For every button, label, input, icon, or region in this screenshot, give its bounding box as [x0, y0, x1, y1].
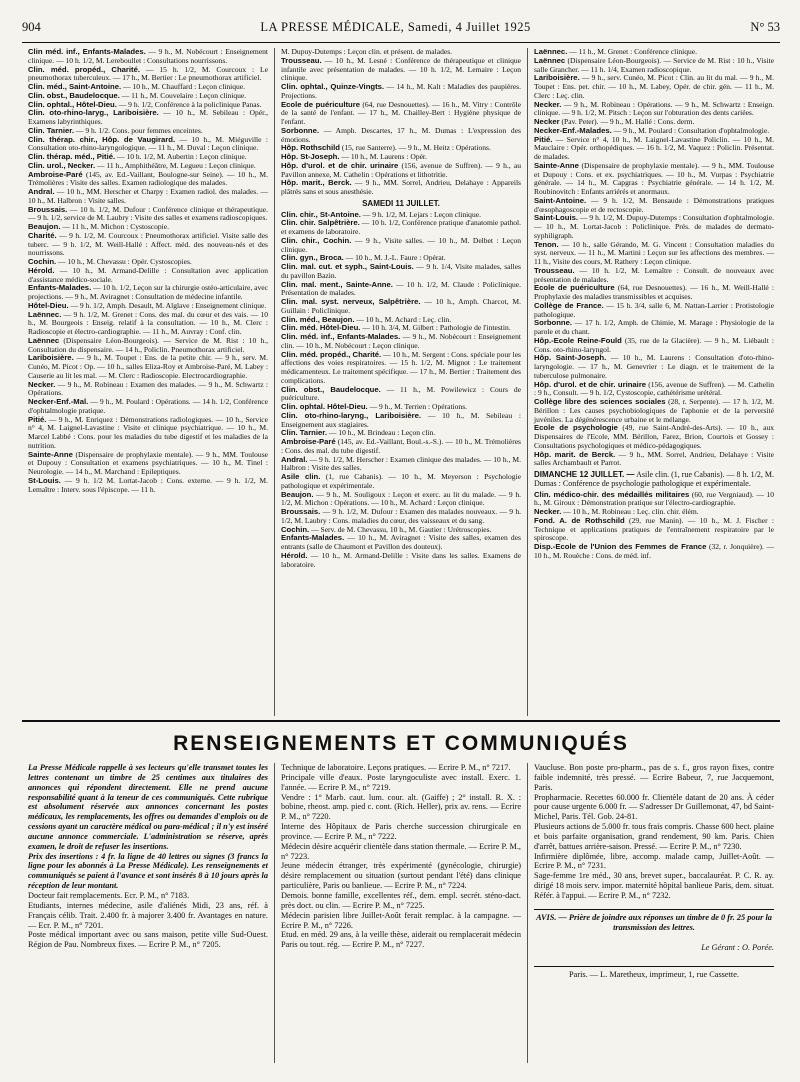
entry-text: (49, rue Saint-André-des-Arts). — 10 h., aux Dispensaires de l'Ecole, MM. Bérillon, Farez, Brion, Courtois et Gossey : Consultations psychologiques et médico-pédagogiques. — [534, 423, 774, 450]
schedule-entry — [28, 354, 268, 380]
classified-ad: Poste médical important avec ou sans maison, petite ville Sud-Ouest. Région de Pau. Nombreux fixes. — Ecrire P. M., n° 7205. — [28, 930, 268, 950]
classified-ad: Sage-femme 1re méd., 30 ans, brevet super., baccalauréat. P. C. R. ay. dirigé 18 mois serv. impor. maternité hôpital banlieue Paris, dem. situat. Référ. à l'appui. — Ecrire P. M., n° 7232. — [534, 871, 774, 900]
entry-text: — 10 h. 1/2, M. Lemaître : Consult. de nouveaux avec présentation de malades. — [534, 265, 774, 284]
entry-text: (64, rue Desnouettes). — 16 h., M. Vitry : Contrôle de la santé de l'enfant. — 17 h., M. Chailley-Bert : Hygiène physique de l'enfant. — [281, 99, 521, 126]
schedule-entry — [28, 284, 268, 302]
schedule-column-2 — [274, 48, 527, 716]
entry-place: Hérold. — [28, 265, 55, 275]
date-text: SAMEDI 11 JUILLET. — [362, 198, 440, 208]
entry-text: — 9 h., M. Robineau : Opérations. — 9 h., M. Schwartz : Enseign. clinique. — 9 h. 1/2, M. Pitsch : Leçon sur l'obturation des dents cariées. — [534, 99, 774, 118]
entry-place: Sainte-Anne — [28, 449, 73, 459]
schedule-date-heading — [281, 200, 521, 209]
entry-text: — 10 h., M. Miéguville : Consultation oto-rhino-laryngologique. — 11 h., M. Duval : Leçon clinique. — [28, 134, 268, 153]
gerant-signature: Le Gérant : O. Porée. — [701, 942, 774, 952]
entry-place: Pitié. — [28, 414, 47, 424]
classified-ad: Docteur fait remplacements. Ecr. P. M., n° 7183. — [28, 890, 190, 900]
classified-ad: Propharmacie. Recettes 60.000 fr. Clientèle datant de 20 ans. À céder pour cause urgente 6.000 fr. — S'adresser Dr Guillemonat, 47, bd Saint-Michel, Paris. Tél. Gob. 24-81. — [534, 792, 774, 822]
entry-text: (64, rue Desnouettes). — 16 h., M. Weill-Hallé : Prophylaxie des maladies transmissibles et acquises. — [534, 283, 774, 301]
schedule-entry — [28, 48, 268, 66]
schedule-entry — [281, 508, 521, 526]
notice-avis: AVIS. — Prière de joindre aux réponses un timbre de 0 fr. 25 pour la transmission des lettres. — [534, 909, 774, 933]
schedule-entry — [534, 491, 774, 509]
schedule-entry — [281, 473, 521, 491]
entry-place: Clin. obst., Baudelocque. — [28, 90, 120, 100]
schedule-entry — [534, 197, 774, 215]
entry-text: (Pav. Peter). — 9 h., M. Hallé : Cons. derm. — [559, 117, 695, 126]
entry-text: — 10 h., M. Armand-Delille : Visite dans les salles. Examens de laboratoire. — [281, 550, 521, 569]
entry-place: Necker — [534, 117, 560, 126]
entry-text: — 10 h., M. Laurens : Opér. — [339, 152, 427, 161]
schedule-entry — [534, 101, 774, 119]
entry-text: — 9 h., M. Souligoux : Leçon et exerc. au lit du malade. — 9 h. 1/2, M. Michon : Opérations. — 10 h., M. Achard : Leçon clinique. — [281, 489, 521, 508]
issue-number: N° 53 — [750, 20, 780, 34]
schedule-entry — [28, 416, 268, 451]
classified-ad: Technique de laboratoire. Leçons pratiques. — Ecrire P. M., n° 7217. — [281, 763, 511, 772]
entry-place: Clin. Tarnier. — [28, 125, 74, 135]
entry-text: — 10 h., M. Chevassu : Opér. Cystoscopies. — [56, 257, 192, 266]
entry-place: Hérold. — [281, 550, 308, 560]
entry-place: Lariboisière. — [534, 73, 580, 83]
entry-place: Clin. ophtal., Quinze-Vingts. — [281, 82, 385, 91]
entry-place: Enfants-Malades. — [281, 533, 345, 543]
entry-place: Clin. thérap. chir., Hôp. de Vaugirard. — [28, 134, 176, 144]
entry-text: — 10 h. 1/2, M. Dufour : Conférence clinique et thérapeutique. — 9 h. 1/2, service de M. Laubry : Visite des salles et examens radioscopiques. — [28, 204, 268, 223]
schedule-entry — [534, 381, 774, 399]
entry-text: — 10 h., M. Lesné : Conférence de thérapeutique et clinique infantile avec présentation de malades. — 10 h. 1/2, M. Lemaire : Leçon clinique. — [281, 55, 521, 83]
entry-place: Hôp. d'urol. et de chir. urinaire — [534, 379, 647, 389]
entry-place: Clin. chir. Salpêtrière. — [281, 218, 360, 228]
schedule-entry — [281, 491, 521, 509]
entry-text: — 9 h., serv. Cunéo, M. Picot : Clin. au lit du mal. — 9 h., M. Toupet : Ens. pet. chir. — 10 h., M. Labey, Opér. de chir. gén. — 11 h., M. Clerc : Leç. clin. — [534, 73, 774, 100]
schedule-entry — [534, 398, 774, 424]
entry-text: M. Dupuy-Dutemps : Leçon clin. et présent. de malades. — [281, 48, 453, 56]
entry-place: Ecole de puériculture — [534, 283, 615, 293]
entry-text: — 10 h., M. Robineau : Leç. clin. chir. élém. — [561, 507, 699, 516]
entry-place: Clin. méd., Saint-Antoine. — [28, 82, 122, 91]
entry-text: — 10 h., M. Aviragnet : Visite des salles, examen des entrants (salle de Chaumont et Pavillon des douteux). — [281, 533, 521, 551]
entry-place: Clin. mal. cut. et syph., Saint-Louis. — [281, 262, 414, 271]
schedule-entry — [534, 517, 774, 543]
entry-place: Sorbonne. — [281, 125, 320, 135]
entry-place: Clin. méd., Beaujon. — [281, 314, 355, 324]
schedule-entry — [534, 337, 774, 355]
entry-place: Beaujon. — [28, 222, 61, 231]
entry-text: — 10 h., M. J.-L. Faure : Opérat. — [343, 253, 446, 263]
entry-text: — 9 h. 1/2 M. Lortat-Jacob : Cons. externe. — 9 h. 1/2, M. Lemaître : Interv. sous l'épiscope. — 11 h. — [28, 475, 268, 494]
entry-place: Hôp. marit. de Berck. — [534, 449, 616, 459]
schedule-entry — [534, 162, 774, 197]
entry-text: — 10 h., Amph. Charcot, M. Guillain : Policlinique. — [281, 297, 521, 315]
schedule-entry — [28, 398, 268, 416]
entry-place: Hôp. St-Joseph. — [281, 152, 340, 161]
entry-text: — 9 h. 1/2, Conférence à la policlinique Panas. — [116, 99, 262, 109]
schedule-entry — [534, 319, 774, 337]
entry-text: — 9 h., M. Enriquez : Démonstrations radiologiques. — 10 h., Service n° 4, M. Laignel-Lavastine : Visite et clinique psychiatrique. — 10 h., M. Marcel Labbé : Cons. pour les maladies du tube digestif et les maladies de la nutrition. — [28, 414, 268, 450]
entry-text: — 10 h. 1/2, Leçon sur la chirurgie ostéo-articulaire, avec projections. — 9 h., M. Aviragnet : Consultation de médecine infantile. — [28, 283, 268, 301]
entry-text: — 9 h. 1/2, M. Dupuy-Dutemps : Consultation d'ophtalmologie. — 10 h., M. Lortat-Jacob : Policlinique. Prés. de malades de dermato-syphiligraph. — [534, 213, 774, 240]
entry-place: Clin. urol., Necker. — [28, 160, 96, 170]
schedule-entry — [534, 57, 774, 75]
entry-place: Disp.-Ecole de l'Union des Femmes de France — [534, 542, 707, 551]
entry-text: — 10 h., M. Brindeau : Leçon clin. — [327, 428, 436, 438]
entry-text: — 9 h., M. Poulard : Opérations. — 14 h. 1/2, Conférence d'ophtalmologie pratique. — [28, 397, 268, 415]
classified-ads — [22, 763, 780, 1063]
entry-text: — 10 h., M. Armand-Delille : Consultation avec application d'assistance médico-sociale. — [28, 265, 268, 284]
schedule-columns — [22, 48, 780, 716]
section-divider — [22, 720, 780, 722]
entry-text: — 9 h. 1/2, M. Grenet : Cons. des mal. du cœur et des vais. — 10 h., M. Bourgeois : Enseig. relatif à la consultation. — 10 h., M. Clerc : Radioscopie et électro-cardiographie. — 11 h., M. Auvray : Conf. clin. — [28, 309, 268, 336]
entry-place: Cochin. — [28, 257, 57, 266]
classified-ad: Plusieurs actions de 5.000 fr. tous frais compris. Chasse 600 hect. plaine et bois parfaite organisation, grand rendement, 90 km. Paris. Chien d'arrêt, battues arrière-saison. Pressé. — Ecrire P. M., n° 7230. — [534, 822, 774, 851]
entry-text: — 9 h. 1/2, M. Lejars : Leçon clinique. — [360, 209, 481, 219]
entry-place: Clin. méd. Hôtel-Dieu. — [281, 323, 361, 333]
entry-text: — 9 h. 1/2, M. Bensaude : Démonstrations pratiques d'œsophagoscopie et de rectoscopie. — [534, 195, 774, 214]
classified-ad: Etudiants, internes médecine, asile d'aliénés Midi, 23 ans, réf. à Français célib. Trait. 2.400 fr. à majorer 3.400 fr. Avantages en nature. — Ecr. P. M., n° 7201. — [28, 900, 268, 930]
entry-place: Andral. — [28, 187, 55, 196]
schedule-entry — [281, 333, 521, 351]
entry-text: — 9 h., M. Nobécourt : Enseignement clinique. — 10 h. 1/2, M. Lereboullet : Consultations nourrissons. — [28, 48, 269, 65]
entry-text: — 10 h., M. Chauffard : Leçon clinique. — [121, 82, 246, 91]
entry-place: Clin. chir., St-Antoine. — [281, 209, 361, 219]
schedule-entry — [28, 381, 268, 399]
entry-text: — 9 h. 1/2, M. Courcoux : Pneumothorax artificiel. Visite salle des tuberc. — 9 h. 1/2, M. Weill-Hallé : Affect. méd. des nouveau-nés et des nourrissons. — [28, 230, 268, 258]
entry-text: (145, av. Ed.-Vaillant, Boulogne-sur Seine). — 10 h., M. Trémolières : Visite des salles. Examen radiologique des malades. — [28, 169, 268, 188]
schedule-entry — [534, 424, 774, 450]
entry-text: — 9 h., M. Robineau : Examen des malades. — 9 h., M. Schwartz : Opérations. — [28, 379, 268, 398]
ads-intro-paragraph: Prix des insertions : 4 fr. la ligne de 40 lettres ou signes (3 francs la ligne pour les abonnés à La Presse Médicale). Les renseignements et communiqués se paient à l'avance et sont insérés 8 à 10 jours après la réception de leur montant. — [28, 851, 268, 891]
entry-text: — 10 h. 3/4, M. Gilbert : Pathologie de l'intestin. — [360, 323, 511, 333]
entry-place: Enfants-Malades. — [28, 283, 92, 293]
entry-text: — 15 h. 3/4, salle 6, M. Nattan-Larrier : Protistologie pathologique. — [534, 300, 774, 319]
schedule-entry — [28, 337, 268, 355]
entry-place: Hôp.-Ecole Reine-Fould — [534, 335, 622, 345]
schedule-entry — [281, 101, 521, 127]
entry-text: Asile clin. (1, rue Cabanis). — 8 h. 1/2, M. Dumas : Conférence de psychologie pathologique et expérimentale. — [534, 470, 774, 488]
entry-text: — 10 h. 1/2, M. Claude : Policlinique. Présentation de malades. — [281, 279, 521, 298]
schedule-entry — [534, 267, 774, 285]
entry-place: St-Louis. — [28, 475, 61, 485]
entry-place: Clin. médico-chir. des médaillés militaires — [534, 489, 690, 499]
entry-place: Clin. ophtal., Hôtel-Dieu. — [28, 99, 117, 109]
schedule-entry — [28, 232, 268, 258]
entry-text: — 9 h., M. Nobécourt : Enseignement clin. — 10 h., M. Nobécourt : Leçon clinique. — [281, 332, 521, 350]
schedule-entry — [281, 127, 521, 145]
classified-ad: Demois. bonne famille, excellentes réf., dem. empl. secrét. sténo-dact. près doct. ou clin. — Ecrire P. M., n° 7225. — [281, 890, 521, 910]
page-header — [22, 20, 780, 43]
entry-text: — 10 h. 1/2, Conférence pratique d'anatomie pathol. et examens de laboratoire. — [281, 218, 521, 236]
entry-place: Laënnec. — [28, 309, 62, 319]
ads-intro-paragraph: La Presse Médicale rappelle à ses lecteurs qu'elle transmet toutes les lettres contenant un timbre de 25 centimes aux titulaires des annonces qui répondent directement. Elle ne prend aucune responsabilité quant à la teneur de ces communiqués. Cette rubrique est absolument réservée aux annonces concernant les postes médicaux, les remplacements, les offres ou demandes d'emplois ou de cessions ayant un caractère médical ou para-médical ; il n'y est inséré aucune annonce commerciale. L'administration se réserve, après examen, le droit de refuser les insertions. — [28, 763, 268, 851]
ads-column-3 — [527, 763, 780, 1063]
entry-place: Clin. mal. ment., Sainte-Anne. — [281, 279, 393, 289]
entry-text: — 14 h., M. Kalt : Maladies des paupières. Projections. — [281, 82, 521, 100]
schedule-entry — [28, 136, 268, 154]
schedule-entry — [28, 451, 268, 477]
entry-place: Necker. — [534, 507, 562, 516]
entry-text: — 10 h., salle Gérando, M. G. Vincent : Consultation maladies du syst. nerveux. — 11 h., M. Martini : Leçon sur les affections des membres. — 11 h., Visite des cours, M. Rathery : Leçon clinique. — [534, 239, 774, 266]
entry-place: Hôp. Rothschild — [281, 143, 340, 153]
schedule-entry — [281, 83, 521, 101]
schedule-entry — [28, 171, 268, 189]
entry-text: (28, r. Serpente). — 17 h. 1/2, M. Bérillon : Les causes psychobiologiques de l'aphonie et de la perversité juvéniles. La dégénérescence urbaine et le mélange. — [534, 397, 774, 424]
schedule-column-1 — [22, 48, 274, 716]
entry-place: Ambroise-Paré — [28, 169, 83, 179]
entry-place: Laënnec. — [534, 48, 568, 56]
printer-line: Paris. — L. Maretheux, imprimeur, 1, rue Cassette. — [534, 966, 774, 980]
schedule-entry — [281, 263, 521, 281]
entry-text: — 9 h., M. Terrien : Opérations. — [367, 402, 468, 411]
schedule-entry — [534, 354, 774, 380]
entry-text: — 10 h. 1/2, M. Aubertin : Leçon clinique. — [115, 152, 247, 161]
entry-text: — Serv. de M. Chevassu, 10 h., M. Gautier : Urétroscopies. — [309, 524, 492, 534]
entry-place: Hôp. Saint-Joseph. — [534, 353, 607, 363]
entry-place: Laënnec — [28, 335, 60, 345]
classified-ad: Interne des Hôpitaux de Paris cherche succession chirurgicale en province. — Ecrire P. M., n° 7222. — [281, 822, 521, 841]
entry-place: Collège de France. — [534, 300, 604, 310]
entry-place: Clin. méd. propéd., Charité. — [28, 64, 141, 74]
schedule-entry — [28, 311, 268, 337]
entry-place: Clin. Tarnier. — [281, 428, 327, 438]
entry-place: Beaujon. — [281, 489, 314, 499]
entry-place: Clin. méd. propéd., Charité. — [281, 349, 382, 359]
classified-ad: Principale ville d'eaux. Poste laryngoculiste avec install. Exerc. 1. l'année. — Ecrire P. M., n° 7219. — [281, 772, 521, 792]
schedule-entry — [534, 302, 774, 320]
entry-place: Pitié. — [534, 134, 553, 144]
classified-ad: Vendre : 1° Marb. caut. lum. cour. alt. (Gaiffe) ; 2° install. R. X. : bobine, rheost. amp. pied c. cont. (Rich. Heller), prix av. rens. — Ecrire P. M., n° 7220. — [281, 792, 521, 822]
entry-place: Necker. — [28, 379, 56, 389]
entry-place: Collège libre des sciences sociales — [534, 397, 666, 406]
newspaper-page — [22, 20, 780, 1065]
entry-place: Fond. A. de Rothschild — [534, 515, 625, 525]
entry-place: Clin. oto-rhino-laryg., Lariboisière. — [28, 108, 159, 118]
entry-text: (60, rue Vergniaud). — 10 h., M. Giroux : Démonstration pratique sur l'électro-cardiographie. — [534, 489, 774, 508]
entry-place: Asile clin. — [281, 472, 321, 481]
entry-place: Clin. thérap. méd., Pitié. — [28, 152, 116, 161]
entry-place: Clin. oto-rhino-laryng., Lariboisière. — [281, 410, 422, 420]
entry-place: Saint-Antoine. — [534, 195, 587, 205]
schedule-entry — [534, 451, 774, 469]
ads-column-2 — [274, 763, 527, 1063]
schedule-entry — [281, 237, 521, 255]
classified-ad: Médecin parisien libre Juillet-Août ferait remplac. à la campagne. — Ecrire P. M., n° 7226. — [281, 910, 521, 930]
schedule-entry — [534, 543, 774, 561]
schedule-entry — [28, 206, 268, 224]
entry-place: Clin. mal. syst. nerveux, Salpêtrière. — [281, 297, 421, 306]
schedule-entry — [281, 298, 521, 316]
entry-place: Clin. méd. inf., Enfants-Malades. — [281, 332, 401, 341]
entry-place: Trousseau. — [534, 265, 575, 275]
entry-text: — Amph. Descartes, 17 h., M. Dumas : L'expression des émotions. — [281, 125, 521, 144]
entry-place: Hôp. d'urol. et de chir. urinaire — [281, 160, 399, 170]
entry-text: — Service n° 4, 10 h., M. Laignel-Lavastine Policlin. — 10 h., M. Mauclaire : Opér. orthopédiques. — 16 h. 1/2, M. Vaquez : Policlin. Présentat. de malades. — [534, 134, 774, 161]
entry-place: Cochin. — [281, 524, 310, 534]
schedule-entry — [28, 477, 268, 495]
entry-text: (156, avenue de Suffren). — 9 h., au Pavillon annexe, M. Cathelin : Opérations et lithotritie. — [281, 160, 521, 179]
entry-place: Ecole de psychologie — [534, 423, 618, 433]
entry-text: — 10 h., M. Sergent : Cons. spéciale pour les affections des voies respiratoires. — 15 h. 1/2, M. Mignot : Le traitement médicamenteux. Le traitement spécifique. — 17 h., M. Bertier : Traitement des complications. — [281, 349, 521, 385]
schedule-entry — [534, 136, 774, 162]
entry-text: — 9 h. 1/2. Cons. pour femmes enceintes. — [74, 125, 203, 135]
entry-place: Broussais. — [28, 204, 68, 214]
entry-text: — 10 h., M. Laurens : Consultation d'oto-rhino-laryngologie. — 17 h., M. Genevrier : Le diagn. et le traitement de la tuberculose pulmonaire. — [534, 353, 774, 380]
schedule-entry — [534, 241, 774, 267]
entry-text: — 9 h. 1/2, Amph. Desault, M. Alglave : Enseignement clinique. — [68, 300, 267, 310]
classified-ad: Infirmière diplômée, libre, accomp. malade camp, Juillet-Août. — Ecrire P. M., n° 7231. — [534, 851, 774, 871]
entry-text: — 11 h., M. Couvelaire : Leçon clinique. — [119, 90, 247, 100]
schedule-entry — [281, 351, 521, 386]
entry-place: Clin. chir., Cochin. — [281, 235, 352, 245]
entry-place: Charité. — [28, 230, 57, 240]
entry-place: Trousseau. — [281, 55, 322, 65]
entry-place: Saint-Louis. — [534, 213, 578, 223]
entry-place: Necker-Enf.-Mal. — [28, 397, 89, 406]
schedule-entry — [28, 109, 268, 127]
schedule-entry — [28, 188, 268, 206]
schedule-entry — [281, 552, 521, 570]
entry-place: Lariboisière. — [28, 353, 74, 363]
entry-text: (Dispensaire Léon-Bourgeois). — Service de M. Rist : 10 h., Visite salle Grancher. — 11 h. 1/4, Examen radioscopique. — [534, 55, 774, 74]
entry-place: Tenon. — [534, 239, 559, 249]
entry-place: Ambroise-Paré — [281, 437, 336, 446]
entry-text: (145, av. Ed.-Vaillant, Boul.-s.-S.). — 10 h., M. Trémolières : Cons. des mal. du tube digestif. — [281, 437, 521, 455]
page-number: 904 — [22, 20, 41, 34]
classified-ad: Vaucluse. Bon poste pro-pharm., pas de s. f., gros rayon fixes, contre faible indemnité, très pressé. — Ecrire Babeur, 7, rue Jacquemont, Paris. — [534, 763, 774, 792]
entry-text: — 9 h. 1/2, M. Dufour : Examen des malades nouveaux. — 9 h. 1/2, M. Laubry : Cons. maladies du cœur, des vaisseaux et du sang. — [281, 507, 521, 525]
entry-text: — 9 h., MM. Sorrel, Andrieu, Delahaye : Appareils plâtrés sans et sous anesthésie. — [281, 178, 521, 196]
schedule-entry — [281, 456, 521, 474]
schedule-entry — [28, 66, 268, 84]
entry-text: — 11 h., M. Powilewicz : Cours de puériculture. — [281, 384, 521, 403]
classified-ad: Médecin désire acquérir clientèle dans station thermale. — Ecrire P. M., n° 7223. — [281, 841, 521, 861]
classified-ad: Jeune médecin étranger, très expérimenté (gynécologie, chirurgie) désire remplacement ou situation (surtout pendant l'été) dans clinique particulière, Paris ou banlieue. — Ecrire P. M., n° 7224. — [281, 861, 521, 891]
schedule-entry — [281, 162, 521, 180]
entry-text: — 10 h., M. Achard : Leç. clin. — [354, 314, 452, 324]
schedule-entry — [281, 281, 521, 299]
entry-text: — 15 h. 1/2, M. Courcoux : Le pneumothorax tuberculeux. — 17 h., M. Bertier : Le pneumothorax artificiel. — [28, 64, 269, 83]
entry-text: — 10 h., M. Sebileau : Opér., Examens labyrinthiques. — [28, 108, 268, 126]
entry-text: (15, rue Santerre). — 9 h., M. Heitz : Opérations. — [339, 143, 491, 153]
schedule-entry — [534, 214, 774, 240]
entry-place: Andral. — [281, 454, 308, 464]
entry-place: Broussais. — [281, 507, 321, 516]
entry-text: — 11 h., Amphithéâtre, M. Legueu : Leçon clinique. — [95, 160, 256, 170]
entry-text: — 9 h., M. Toupet : Ens. de la petite chir. — 9 h., serv. M. Cunéo, M. Picot : Op. — 10 h., salles Eliza-Roy et Ambroise-Paré, M. Labey : Causerie au lit les mal. — M. Clerc : Radioscopie. Electrocardiographie. — [28, 353, 268, 380]
ads-column-1 — [22, 763, 274, 1063]
entry-place: Laënnec — [534, 55, 566, 65]
schedule-entry — [281, 438, 521, 456]
schedule-entry — [281, 534, 521, 552]
schedule-entry — [281, 219, 521, 237]
schedule-entry — [281, 412, 521, 430]
entry-text: (29, rue Manin). — 10 h., M. J. Fischer : Technique et applications pratiques de l'entraînement respiratoire par le spiroscope. — [534, 515, 775, 543]
entry-place: Hôtel-Dieu. — [28, 300, 69, 310]
schedule-date-heading — [534, 471, 774, 489]
entry-text: (Dispensaire de prophylaxie mentale). — 9 h., MM. Toulouse et Dupouy : Consultation et examens psychiatriques. — 10 h., M. Tinel : Neurologie. — 14 h., M. Marchand : Epileptiques. — [28, 449, 268, 476]
classified-ad: Etud. en méd. 29 ans, à la veille thèse, aiderait ou remplacerait médecin Paris ou tout. rég. — Ecrire P. M., n° 7227. — [281, 930, 521, 950]
entry-place: Hôp. marit., Berck. — [281, 178, 352, 188]
entry-text: (1, rue Cabanis). — 10 h., M. Meyerson : Psychologie pathologique et expérimentale. — [281, 472, 521, 490]
entry-place: Clin. obst., Baudelocque. — [281, 384, 381, 394]
entry-place: Ecole de puériculture — [281, 99, 361, 109]
entry-place: Sorbonne. — [534, 318, 573, 328]
entry-place: Clin. gyn., Broca. — [281, 253, 344, 263]
entry-place: Necker-Enf.-Malades. — [534, 125, 612, 135]
entry-text: — 10 h., M. Sebileau : Enseignement aux stagiaires. — [281, 410, 521, 429]
entry-text: — 11 h., M. Michon : Cystoscopie. — [60, 222, 169, 231]
schedule-entry — [28, 267, 268, 285]
schedule-column-3 — [527, 48, 780, 716]
schedule-entry — [534, 74, 774, 100]
entry-text: (Dispensaire de prophylaxie mentale). — 9 h., MM. Toulouse et Dupouy : Cons. et ex. psychiatriques. — 10 h., M. Vurpas : Psychiatrie générale. — 14 h., M. Capgras : Psychiatrie générale. — 14 h. 1/2, M. Roubinovitch : Enfants arriérés et anormaux. — [534, 160, 774, 196]
schedule-entry — [281, 57, 521, 83]
entry-place: Clin. ophtal. Hôtel-Dieu. — [281, 402, 368, 411]
entry-place: Necker. — [534, 99, 562, 109]
entry-text: — 9 h., M. Poulard : Consultation d'ophtalmologie. — [611, 125, 770, 135]
schedule-entry — [281, 386, 521, 404]
entry-place: Sainte-Anne — [534, 160, 579, 170]
section-title: RENSEIGNEMENTS ET COMMUNIQUÉS — [173, 732, 629, 755]
entry-text: (35, rue de la Glacière). — 9 h., M. Liébault : Cons. oto-rhino-laryngol. — [534, 335, 774, 354]
schedule-entry — [281, 179, 521, 197]
entry-text: — 10 h., MM. Herscher et Charpy : Examen radiol. des malades. — 10 h., M. Halbron : Visite salles. — [28, 187, 268, 205]
schedule-entry — [534, 284, 774, 302]
entry-text: — 9 h. 1/4, Visite malades, salles du pavillon Bazin. — [281, 262, 521, 280]
entry-text: (156, avenue de Suffren). — M. Cathelin : 9 h., Consult. — 9 h. 1/2, Cystoscopie, cathétérisme urétéral. — [534, 379, 774, 398]
entry-text: — 9 h., Visite salles. — 10 h., M. Delbet : Leçon clinique. — [281, 235, 522, 254]
entry-text: (Dispensaire Léon-Bourgeois). — Service de M. Rist : 10 h., Consultation du dispensaire. — 14 h., Policlin. Pneumothorax artificiel. — [28, 335, 268, 354]
entry-text: — 17 h. 1/2, Amph. de Chimie, M. Marage : Physiologie de la parole et du chant. — [534, 318, 774, 336]
date-text: DIMANCHE 12 JUILLET. — — [534, 470, 635, 479]
entry-text: — 9 h. 1/2, M. Herscher : Examen clinique des malades. — 10 h., M. Halbron : Visite des salles. — [281, 454, 521, 473]
entry-text: — 9 h., MM. Sorrel, Andrieu, Delahaye : Visite salles Archambault et Parrot. — [534, 449, 774, 468]
entry-place: Clin méd. inf., Enfants-Malades. — [28, 48, 146, 56]
entry-text: — 11 h., M. Grenet : Conférence clinique. — [567, 48, 697, 56]
journal-title: LA PRESSE MÉDICALE, Samedi, 4 Juillet 1925 — [260, 20, 531, 34]
entry-text: (32, r. Jonquière). — 10 h., M. Rouèche : Cons. de méd. inf. — [534, 542, 774, 560]
